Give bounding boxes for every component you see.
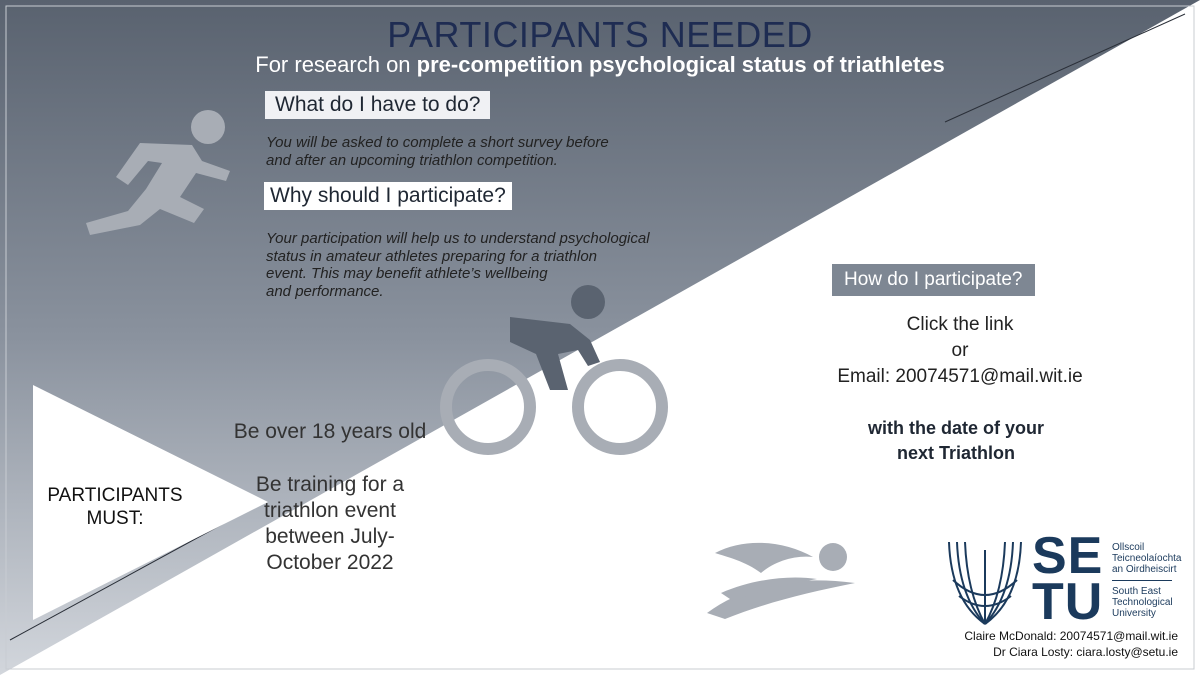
or-text: or	[951, 340, 969, 361]
setu-irish-line: Teicneolaíochta	[1112, 553, 1182, 564]
setu-letters-top: SE	[1032, 527, 1104, 585]
why-participate-heading: Why should I participate?	[264, 182, 512, 210]
setu-irish-line: Ollscoil	[1112, 542, 1145, 553]
why-participate-line: Your participation will help us to understand psychological	[266, 230, 650, 247]
swimmer-icon	[705, 535, 860, 620]
contact-details	[880, 628, 1178, 660]
what-to-do-line: You will be asked to complete a short survey before	[266, 134, 609, 151]
why-participate-line: and performance.	[266, 282, 384, 300]
what-to-do-heading: What do I have to do?	[265, 91, 490, 119]
setu-irish-name	[1112, 542, 1182, 575]
cyclist-icon	[440, 282, 670, 467]
why-participate-line: status in amateur athletes preparing for a triathlon	[266, 247, 598, 265]
subtitle-prefix: For research on	[255, 52, 417, 77]
page-title: PARTICIPANTS NEEDED	[387, 14, 813, 55]
email-link[interactable]: Email: 20074571@mail.wit.ie	[837, 366, 1083, 387]
setu-divider	[1112, 580, 1172, 581]
setu-irish-line: an Oirdheiscirt	[1112, 564, 1177, 575]
how-participate-info	[760, 312, 1160, 390]
how-participate-heading: How do I participate?	[832, 264, 1035, 296]
why-participate-text	[266, 230, 650, 300]
requirement-training-line: Be training for a	[255, 473, 405, 496]
requirement-training-line: triathlon event	[264, 499, 396, 522]
date-instruction	[756, 416, 1156, 466]
setu-english-line: South East	[1112, 586, 1161, 597]
runner-icon	[80, 105, 250, 245]
page-subtitle	[0, 52, 1200, 78]
setu-english-line: University	[1112, 608, 1156, 619]
contact-claire[interactable]: Claire McDonald: 20074571@mail.wit.ie	[964, 629, 1178, 643]
participants-must-label	[30, 484, 200, 530]
setu-english-name	[1112, 586, 1173, 619]
what-to-do-text	[266, 134, 609, 169]
setu-emblem-icon	[945, 540, 1025, 626]
why-participate-line: event. This may benefit athlete’s wellbeing	[266, 265, 548, 282]
requirement-training	[230, 472, 430, 576]
participants-must-line: MUST:	[86, 508, 144, 529]
date-instruction-line: with the date of your	[867, 418, 1044, 438]
setu-english-line: Technological	[1112, 597, 1173, 608]
click-link-text[interactable]: Click the link	[906, 314, 1014, 335]
contact-ciara[interactable]: Dr Ciara Losty: ciara.losty@setu.ie	[993, 645, 1178, 659]
requirement-training-line: October 2022	[266, 551, 394, 574]
date-instruction-line: next Triathlon	[896, 443, 1015, 463]
what-to-do-line: and after an upcoming triathlon competition.	[266, 151, 558, 169]
participants-must-line: PARTICIPANTS	[47, 485, 183, 506]
setu-logo-letters	[1032, 527, 1104, 631]
requirement-training-line: between July-	[265, 525, 395, 548]
requirement-age: Be over 18 years old	[233, 420, 427, 443]
subtitle-bold: pre-competition psychological status of triathletes	[416, 52, 945, 77]
setu-letters-bottom: TU	[1032, 573, 1104, 631]
